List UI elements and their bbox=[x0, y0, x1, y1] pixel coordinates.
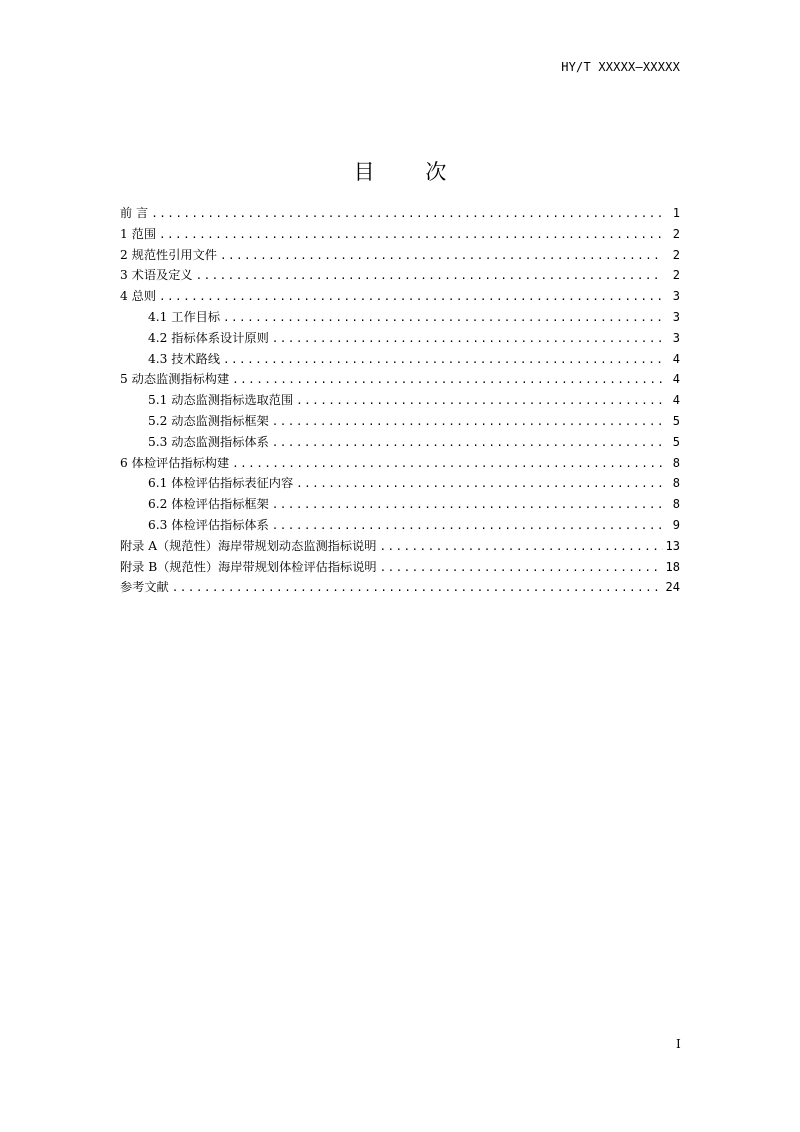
toc-entry-page: 2 bbox=[672, 226, 680, 241]
toc-entry-label: 6.3 体检评估指标体系 bbox=[148, 517, 269, 532]
toc-entry[interactable] bbox=[120, 515, 680, 536]
toc-entry-page: 2 bbox=[672, 268, 680, 283]
toc-entry-page: 13 bbox=[665, 538, 680, 553]
toc-entry-page: 8 bbox=[672, 497, 680, 512]
toc-entry-page: 18 bbox=[665, 559, 680, 574]
toc-dot-leader bbox=[223, 308, 663, 329]
toc-entry[interactable] bbox=[120, 432, 680, 453]
toc-dot-leader bbox=[296, 391, 663, 412]
toc-entry[interactable] bbox=[120, 224, 680, 245]
toc-entry-page: 4 bbox=[672, 393, 680, 408]
toc-entry-page: 9 bbox=[672, 517, 680, 532]
toc-entry-page: 3 bbox=[672, 289, 680, 304]
toc-entry[interactable] bbox=[120, 265, 680, 286]
toc-entry-page: 2 bbox=[672, 247, 680, 262]
toc-entry[interactable] bbox=[120, 328, 680, 349]
toc-entry-label: 附录 B（规范性）海岸带规划体检评估指标说明 bbox=[120, 559, 377, 574]
toc-entry[interactable] bbox=[120, 203, 680, 224]
toc-dot-leader bbox=[172, 578, 663, 599]
toc-entry-label: 参考文献 bbox=[120, 580, 169, 595]
toc-dot-leader bbox=[232, 370, 663, 391]
toc-entry-page: 5 bbox=[672, 413, 680, 428]
toc-dot-leader bbox=[220, 246, 663, 267]
toc-entry-page: 8 bbox=[672, 455, 680, 470]
toc-entry-page: 3 bbox=[672, 309, 680, 324]
toc-dot-leader bbox=[272, 433, 663, 454]
toc-entry-label: 5.3 动态监测指标体系 bbox=[148, 434, 269, 449]
toc-entry[interactable] bbox=[120, 536, 680, 557]
toc-entry-label: 5.1 动态监测指标选取范围 bbox=[148, 393, 294, 408]
toc-entry-label: 4 总则 bbox=[120, 289, 157, 304]
toc-dot-leader bbox=[380, 558, 663, 579]
toc-entry[interactable] bbox=[120, 307, 680, 328]
toc-entry-page: 1 bbox=[672, 206, 680, 220]
toc-entry-page: 24 bbox=[665, 580, 680, 595]
toc-entry[interactable] bbox=[120, 494, 680, 515]
toc-dot-leader bbox=[296, 474, 663, 495]
toc-entry-page: 5 bbox=[672, 434, 680, 449]
toc-entry[interactable] bbox=[120, 557, 680, 578]
toc-entry-label: 4.2 指标体系设计原则 bbox=[148, 330, 269, 345]
toc-dot-leader bbox=[232, 454, 663, 475]
toc-entry-label: 6 体检评估指标构建 bbox=[120, 455, 230, 470]
toc-dot-leader bbox=[272, 516, 663, 537]
toc-dot-leader bbox=[151, 204, 663, 225]
toc-entry[interactable] bbox=[120, 577, 680, 598]
toc-entry[interactable] bbox=[120, 390, 680, 411]
toc-entry-page: 3 bbox=[672, 330, 680, 345]
toc-entry[interactable] bbox=[120, 473, 680, 494]
toc-entry-page: 4 bbox=[672, 372, 680, 387]
toc-entry-label: 4.3 技术路线 bbox=[148, 351, 221, 366]
toc-dot-leader bbox=[223, 350, 663, 371]
standard-code: HY/T XXXXX—XXXXX bbox=[561, 60, 680, 74]
toc-entry-label: 附录 A（规范性）海岸带规划动态监测指标说明 bbox=[120, 538, 377, 553]
toc-entry[interactable] bbox=[120, 369, 680, 390]
toc-entry[interactable] bbox=[120, 286, 680, 307]
toc-dot-leader bbox=[379, 537, 662, 558]
toc-dot-leader bbox=[159, 287, 663, 308]
toc-entry[interactable] bbox=[120, 453, 680, 474]
toc-dot-leader bbox=[159, 225, 663, 246]
toc-entry-label: 5.2 动态监测指标框架 bbox=[148, 413, 269, 428]
page-number: I bbox=[676, 1037, 681, 1051]
toc-entry-label: 6.2 体检评估指标框架 bbox=[148, 497, 269, 512]
toc-dot-leader bbox=[272, 412, 663, 433]
toc-entry[interactable] bbox=[120, 245, 680, 266]
toc-entry-label: 2 规范性引用文件 bbox=[120, 247, 217, 262]
toc-entry-label: 5 动态监测指标构建 bbox=[120, 372, 230, 387]
toc-dot-leader bbox=[196, 266, 663, 287]
toc-entry-page: 4 bbox=[672, 351, 680, 366]
toc-entry-label: 6.1 体检评估指标表征内容 bbox=[148, 476, 294, 491]
toc-entry-label: 4.1 工作目标 bbox=[148, 309, 221, 324]
toc-entry-label: 1 范围 bbox=[120, 226, 157, 241]
toc-entry-label: 前 言 bbox=[120, 206, 149, 220]
toc-entry[interactable] bbox=[120, 411, 680, 432]
page-title: 目 次 bbox=[353, 160, 469, 184]
table-of-contents bbox=[120, 203, 680, 598]
toc-entry[interactable] bbox=[120, 349, 680, 370]
toc-dot-leader bbox=[272, 495, 663, 516]
toc-entry-page: 8 bbox=[672, 476, 680, 491]
toc-dot-leader bbox=[272, 329, 663, 350]
toc-entry-label: 3 术语及定义 bbox=[120, 268, 193, 283]
